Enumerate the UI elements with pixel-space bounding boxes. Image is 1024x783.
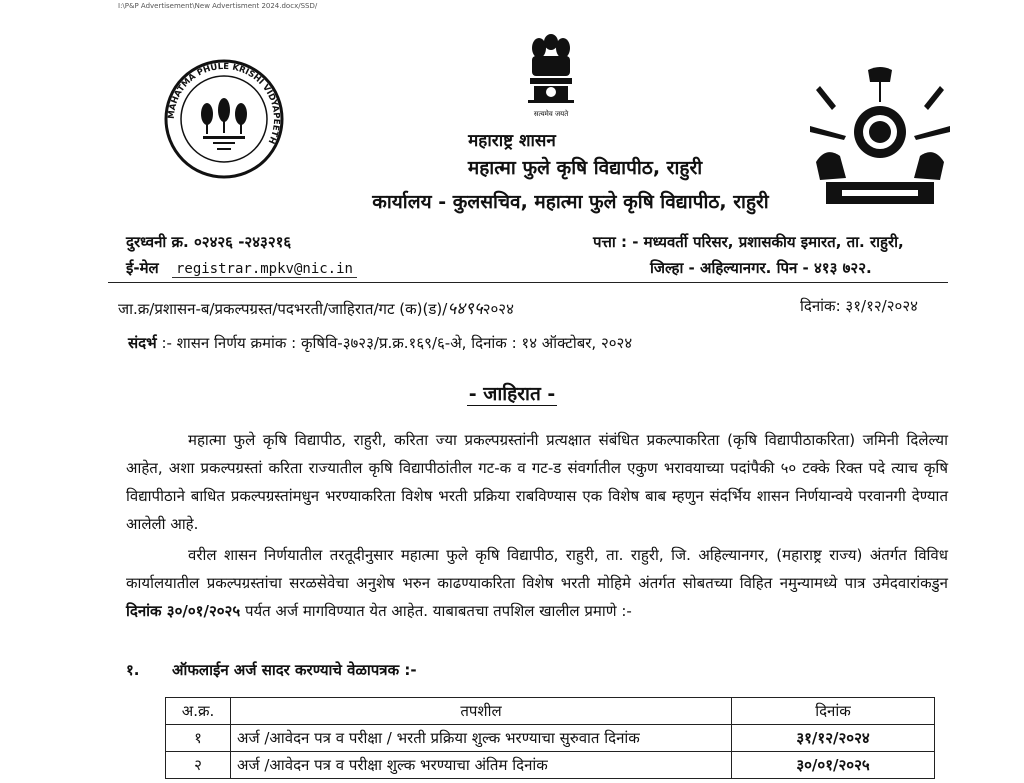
district-line: जिल्हा - अहिल्यानगर. पिन - ४१३ ७२२. bbox=[650, 259, 872, 277]
reference-handwritten-number: ५४९५ bbox=[447, 299, 483, 319]
page-title bbox=[0, 380, 1024, 406]
row-sr: २ bbox=[166, 752, 231, 779]
header-line-2: महात्मा फुले कृषि विद्यापीठ, राहुरी bbox=[467, 157, 703, 179]
row-date: ३१/१२/२०२४ bbox=[732, 725, 935, 752]
table-row bbox=[166, 725, 935, 752]
row-detail: अर्ज /आवेदन पत्र व परीक्षा / भरती प्रक्रिया शुल्क भरण्याचा सुरुवात दिनांक bbox=[231, 725, 732, 752]
email-label: ई-मेल bbox=[126, 259, 159, 277]
email-link[interactable]: registrar.mpkv@nic.in bbox=[172, 261, 357, 278]
reference-line bbox=[128, 333, 632, 353]
file-path: I:\P&P Advertisement\New Advertisment 2024.docx/SSD/ bbox=[118, 2, 318, 10]
header-sr: अ.क्र. bbox=[166, 698, 231, 725]
row-date: ३०/०१/२०२५ bbox=[732, 752, 935, 779]
phone-value: ०२४२६ -२४३२१६ bbox=[193, 233, 292, 251]
row-detail: अर्ज /आवेदन पत्र व परीक्षा शुल्क भरण्याचा अंतिम दिनांक bbox=[231, 752, 732, 779]
section-title: ऑफलाईन अर्ज सादर करण्याचे वेळापत्रक :- bbox=[172, 661, 417, 679]
document-date bbox=[800, 296, 918, 316]
reference-prefix: जा.क्र/प्रशासन-ब/प्रकल्पग्रस्त/पदभरती/जाहिरात/गट (क)(ड)/ bbox=[118, 300, 448, 318]
schedule-table bbox=[165, 697, 935, 779]
header-date: दिनांक bbox=[732, 698, 935, 725]
table-row bbox=[166, 752, 935, 779]
phone-label: दुरध्वनी क्र. bbox=[126, 233, 189, 251]
reference-year: २०२४ bbox=[482, 300, 514, 318]
national-emblem bbox=[520, 28, 582, 120]
section-number: १. bbox=[126, 661, 140, 679]
date-value: ३१/१२/२०२४ bbox=[845, 297, 918, 315]
paragraph-2-text: वरील शासन निर्णयातील तरतूदीनुसार महात्मा फुले कृषि विद्यापीठ, राहुरी, ता. राहुरी, जि. अहिल्यानगर, (महाराष्ट्र राज्य) अंतर्गत विविध कार्यालयातील प्रकल्पग्रस्तांचा सरळसेवेचा अनुशेष भरुन काढण्याकरिता विशेष भरती मोहिमे अंतर्गत सोबतच्या विहित नमुन्यामध्ये पात्र उमेदवारांकडुन bbox=[126, 546, 948, 592]
header-detail: तपशील bbox=[231, 698, 732, 725]
date-label: दिनांक: bbox=[800, 297, 841, 315]
header-line-1: महाराष्ट्र शासन bbox=[468, 131, 556, 151]
header-line-3: कार्यालय - कुलसचिव, महात्मा फुले कृषि विद्यापीठ, राहुरी bbox=[372, 191, 769, 213]
paragraph-2-tail: पर्यत अर्ज मागविण्यात येत आहेत. याबाबतचा तपशिल खालील प्रमाणे :- bbox=[240, 602, 632, 620]
sandarbh-text: :- शासन निर्णय क्रमांक : कृषिवि-३७२३/प्र.क्र.१६९/६-अे, दिनांक : १४ ऑक्टोबर, २०२४ bbox=[161, 334, 633, 352]
page-title-text: - जाहिरात - bbox=[468, 383, 556, 405]
table-header-row bbox=[166, 698, 935, 725]
svg-text:सत्यमेव जयते: सत्यमेव जयते bbox=[533, 110, 569, 118]
paragraph-1: महात्मा फुले कृषि विद्यापीठ, राहुरी, करिता ज्या प्रकल्पग्रस्तांनी प्रत्यक्षात संबंधित प्रकल्पाकरिता (कृषि विद्यापीठाकरिता) जमिनी दिलेल्या आहेत, अशा प्रकल्पग्रस्तां करिता राज्यातील कृषि विद्यापीठांतील गट-क व गट-ड संवर्गातील एकुण भरावयाच्या पदांपैकी ५० टक्के रिक्त पदे त्याच कृषि विद्यापीठाने बाधित प्रकल्पग्रस्तांमधुन भरण्याकरिता विशेष भरती प्रक्रिया राबविण्यास एक विशेष बाब म्हणुन संदर्भिय शासन निर्णयान्वये परवानगी देण्यात आलेली आहे. bbox=[126, 431, 948, 533]
svg-text:MAHATMA PHULE KRISHI VIDYAPEET: MAHATMA PHULE KRISHI VIDYAPEETH bbox=[166, 61, 282, 146]
paragraph-2-deadline: दिनांक ३०/०१/२०२५ bbox=[126, 602, 241, 620]
university-logo bbox=[163, 58, 285, 180]
sandarbh-label: संदर्भ bbox=[128, 334, 157, 352]
email-line bbox=[126, 258, 357, 278]
reference-number bbox=[118, 296, 514, 319]
phone-line bbox=[126, 232, 291, 252]
paragraph-2 bbox=[126, 541, 948, 625]
address-line: पत्ता : - मध्यवर्ती परिसर, प्रशासकीय इमारत, ता. राहुरी, bbox=[593, 233, 904, 251]
header-divider bbox=[108, 282, 948, 283]
row-sr: १ bbox=[166, 725, 231, 752]
